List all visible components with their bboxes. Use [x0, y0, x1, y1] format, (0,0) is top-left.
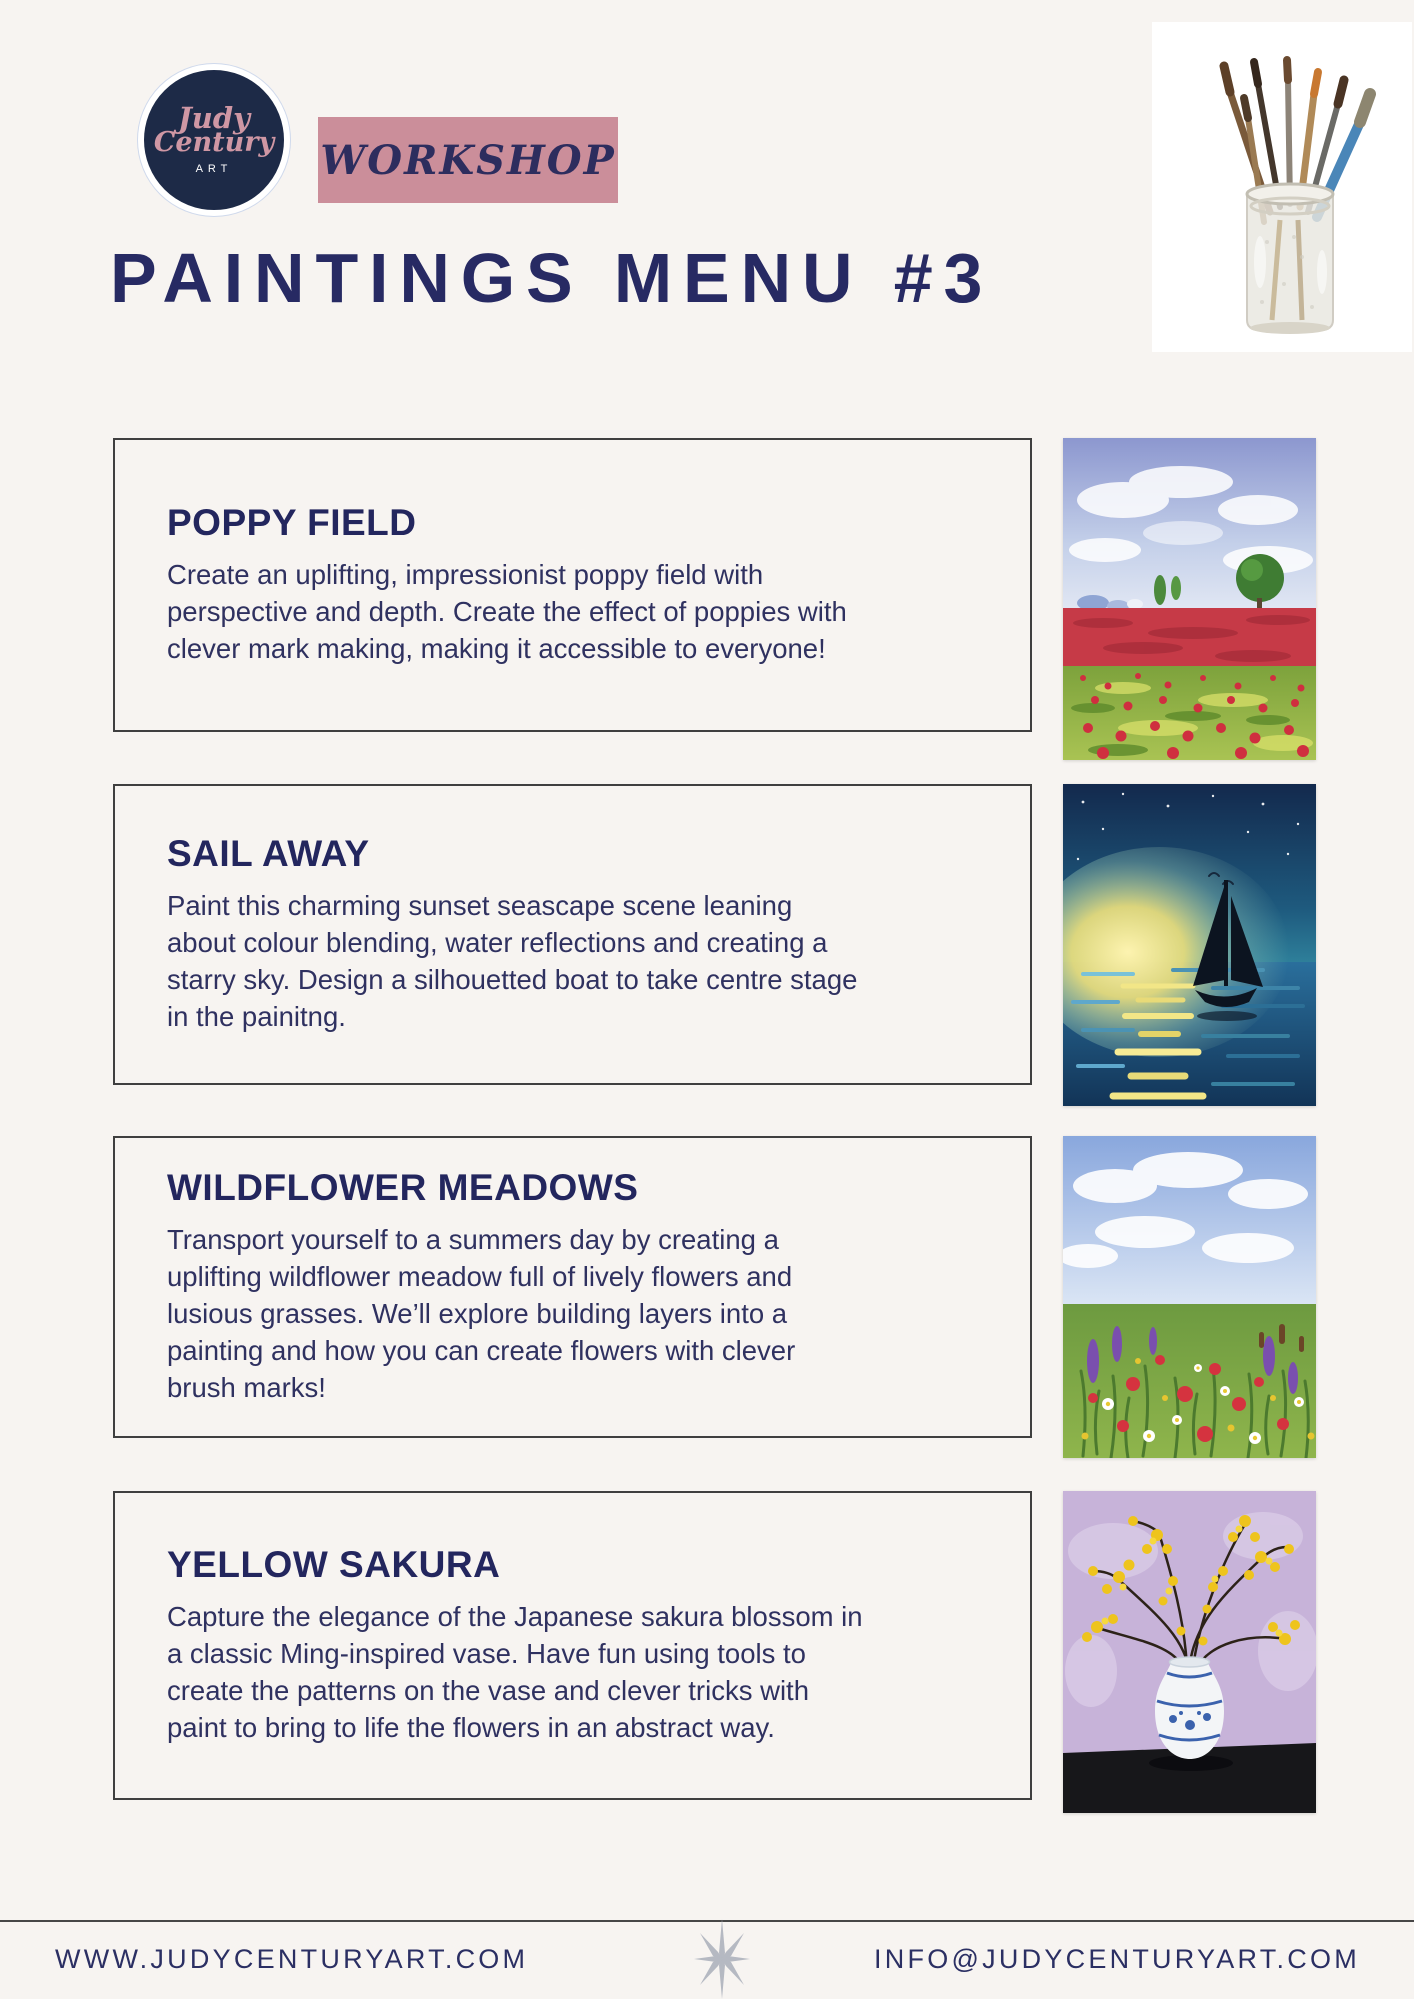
logo-text-art: ART	[195, 163, 233, 176]
painting-thumbnail-yellow-sakura	[1063, 1491, 1316, 1813]
menu-card-poppy-field	[113, 438, 1032, 732]
menu-card-yellow-sakura	[113, 1491, 1032, 1800]
logo-text-judy: Judy	[178, 100, 250, 135]
paintbrushes-jar-photo	[1152, 22, 1412, 352]
menu-item-description: Capture the elegance of the Japanese sakura blossom in a classic Ming-inspired vase. Have fun using tools to create the patterns on the vase and clever tricks with paint to bring to life the flowers in an abstract way.	[167, 1601, 863, 1743]
painting-thumbnail-poppy-field	[1063, 438, 1316, 760]
page-title: PAINTINGS MENU #3	[110, 239, 994, 317]
judy-century-art-logo	[138, 64, 290, 216]
footer-email: INFO@JUDYCENTURYART.COM	[874, 1944, 1360, 1974]
menu-item-description: Transport yourself to a summers day by creating a uplifting wildflower meadow full of lively flowers and lusious grasses. We’ll explore building layers into a painting and how you can create flowers with clever brush marks!	[167, 1224, 796, 1403]
painting-thumbnail-wildflower-meadows	[1063, 1136, 1316, 1458]
menu-item-title: WILDFLOWER MEADOWS	[167, 1167, 639, 1209]
sparkle-icon	[682, 1919, 762, 1999]
logo-text-century: Century	[153, 127, 275, 159]
painting-thumbnail-sail-away	[1063, 784, 1316, 1106]
menu-item-description: Paint this charming sunset seascape scene leaning about colour blending, water reflections and creating a starry sky. Design a silhouetted boat to take centre stage in the painitng.	[167, 890, 858, 1032]
menu-item-title: POPPY FIELD	[167, 502, 417, 544]
workshop-badge	[318, 117, 618, 203]
menu-item-description: Create an uplifting, impressionist poppy field with perspective and depth. Create the effect of poppies with clever mark making, making it accessible to everyone!	[167, 559, 847, 664]
menu-card-wildflower-meadows	[113, 1136, 1032, 1438]
menu-card-sail-away	[113, 784, 1032, 1085]
workshop-badge-label: WORKSHOP	[320, 136, 616, 184]
menu-item-title: YELLOW SAKURA	[167, 1544, 501, 1586]
footer-website: WWW.JUDYCENTURYART.COM	[55, 1944, 529, 1974]
menu-item-title: SAIL AWAY	[167, 833, 370, 875]
